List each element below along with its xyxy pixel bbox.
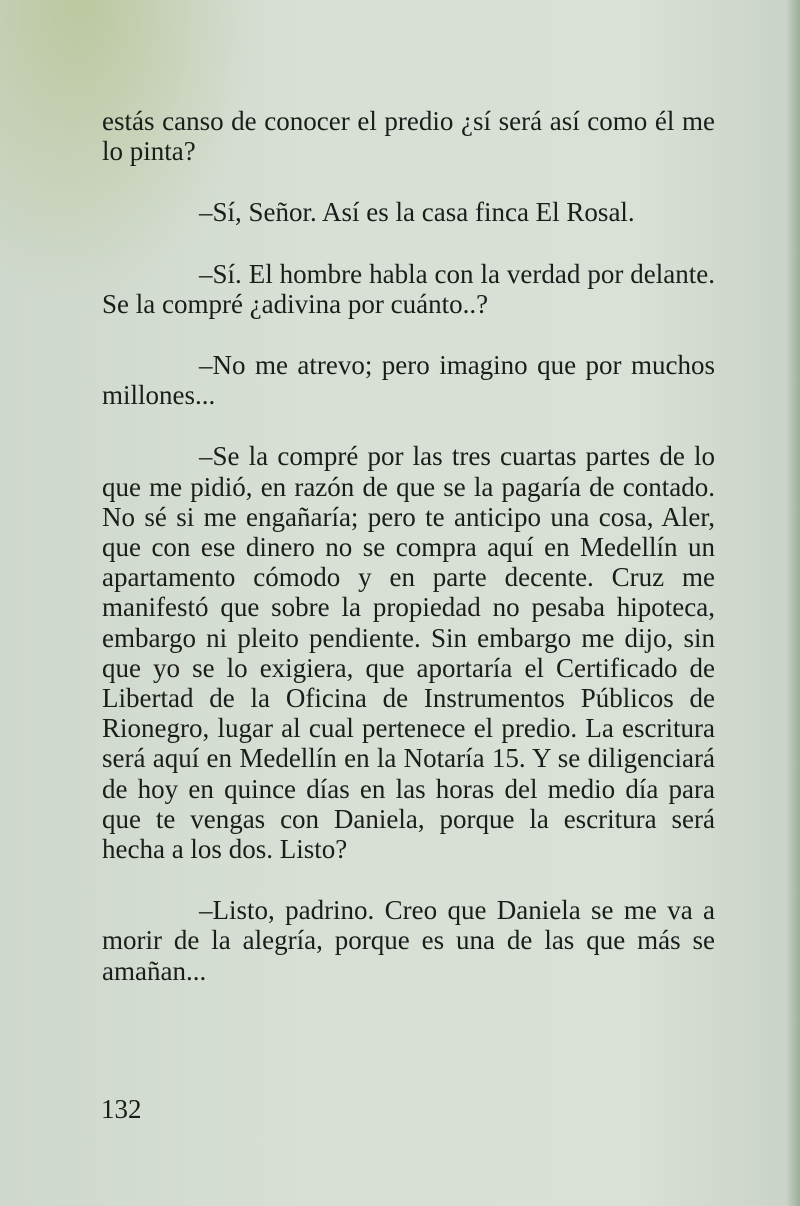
paragraph: –No me atrevo; pero imagino que por muchos millones... [102,350,715,411]
paragraph: –Sí. El hombre habla con la verdad por delante. Se la compré ¿adivina por cuánto..? [102,258,715,319]
paragraph: estás canso de conocer el predio ¿sí será así como él me lo pinta? [102,106,715,167]
page-number: 132 [101,1094,142,1124]
paragraph: –Se la compré por las tres cuartas partes de lo que me pidió, en razón de que se la pagaría de contado. No sé si me engañaría; pero te anticipo una cosa, Aler, que con ese dinero no se compra aquí en Medellín un apartamento cómodo y en parte decente. Cruz me manifestó que sobre la propiedad no pesaba hipoteca, embargo ni pleito pendiente. Sin embargo me dijo, sin que yo se lo exigiera, que aportaría el Certificado de Libertad de la Oficina de Instrumentos Públicos de Rionegro, lugar al cual pertenece el predio. La escritura será aquí en Medellín en la Notaría 15. Y se diligenciará de hoy en quince días en las horas del medio día para que te vengas con Daniela, porque la escritura será hecha a los dos. Listo? [102,441,715,865]
page-edge-shadow [786,0,800,1206]
body-text [102,106,715,1017]
paragraph: –Listo, padrino. Creo que Daniela se me va a morir de la alegría, porque es una de las que más se amañan... [102,895,715,986]
paragraph: –Sí, Señor. Así es la casa finca El Rosal. [199,197,635,228]
